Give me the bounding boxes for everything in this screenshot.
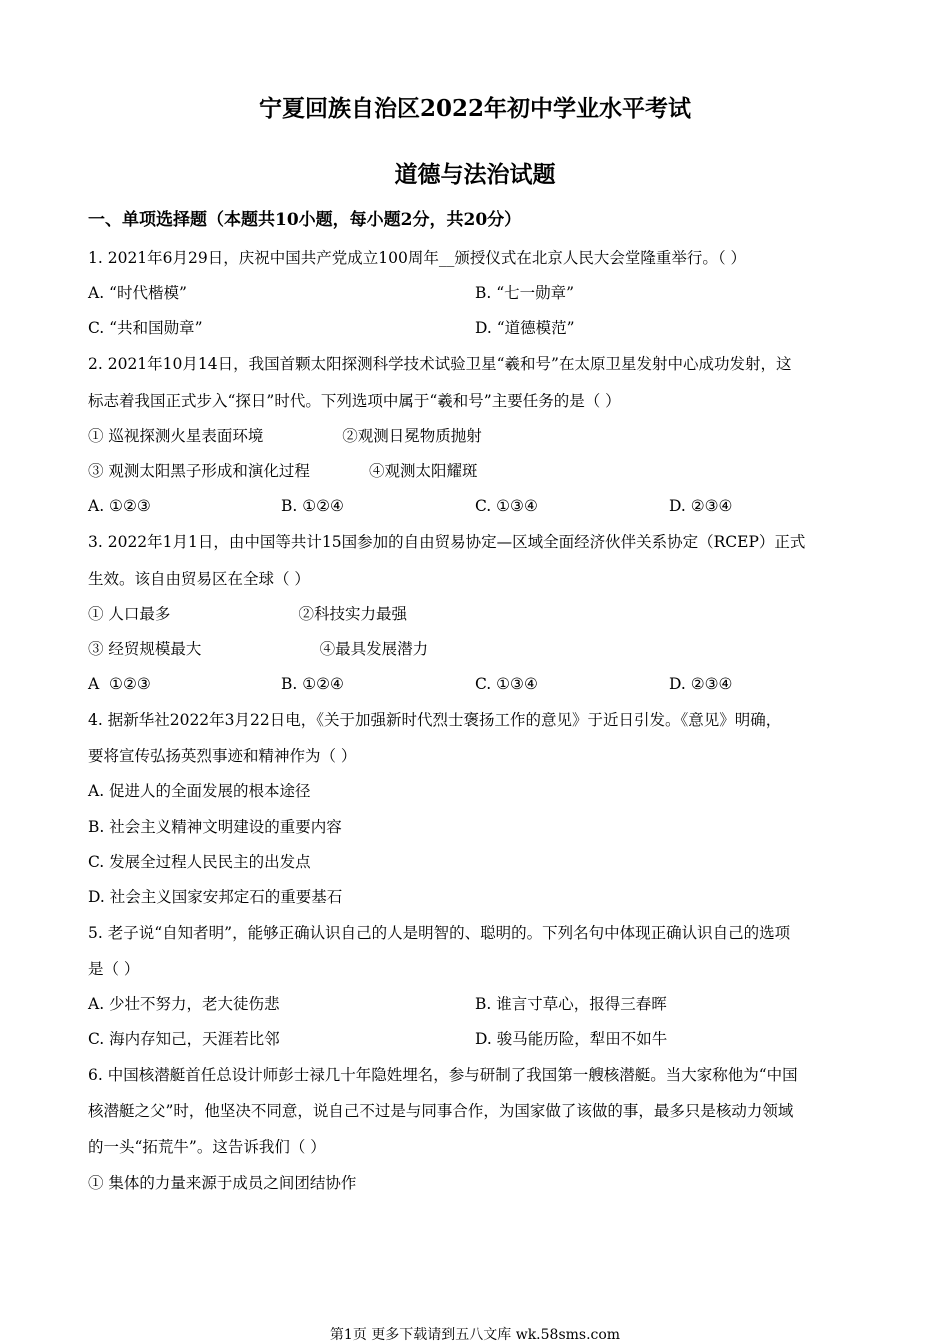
q6-stem-line2: 核潜艇之父”时，他坚决不同意，说自己不过是与同事合作，为国家做了该做的事，最多只是核动力领域	[88, 1102, 794, 1120]
q1-option-d: D. “道德模范”	[475, 319, 575, 337]
q5-stem-line1: 5. 老子说“自知者明”，能够正确认识自己的人是明智的、聪明的。下列名句中体现正确认识自己的选项	[88, 924, 791, 942]
q4-option-d: D. 社会主义国家安邦定石的重要基石	[88, 888, 343, 906]
q1-option-b: B. “七一勋章”	[475, 284, 575, 302]
q2-option-b: B. ①②④	[281, 497, 344, 515]
q5-option-a: A. 少壮不努力，老大徒伤悲	[88, 995, 280, 1013]
q3-option-b: B. ①②④	[281, 675, 344, 693]
q1-option-a: A. “时代楷模”	[88, 284, 187, 302]
q3-statements-1-2: ① 人口最多 ②科技实力最强	[88, 605, 408, 623]
q1-stem: 1. 2021年6月29日，庆祝中国共产党成立100周年__颁授仪式在北京人民大会堂隆重举行。（ ）	[88, 249, 747, 267]
q2-option-c: C. ①③④	[475, 497, 538, 515]
q2-stem-line2: 标志着我国正式步入“探日”时代。下列选项中属于“羲和号”主要任务的是（ ）	[88, 392, 621, 410]
page-footer: 第1页 更多下载请到五八文库 wk.58sms.com	[329, 1327, 621, 1343]
q2-option-a: A. ①②③	[88, 497, 151, 515]
exam-title: 宁夏回族自治区2022年初中学业水平考试	[258, 95, 691, 122]
q2-statements-1-2: ① 巡视探测火星表面环境 ②观测日冕物质抛射	[88, 427, 482, 445]
exam-subtitle: 道德与法治试题	[394, 161, 556, 188]
q3-option-d: D. ②③④	[669, 675, 733, 693]
q2-stem-line1: 2. 2021年10月14日，我国首颗太阳探测科学技术试验卫星“羲和号”在太原卫星发射中心成功发射，这	[88, 355, 792, 373]
q3-stem-line2: 生效。该自由贸易区在全球（ ）	[88, 570, 310, 588]
q5-option-b: B. 谁言寸草心，报得三春晖	[475, 995, 667, 1013]
section-heading: 一、单项选择题（本题共10小题，每小题2分，共20分）	[88, 210, 522, 230]
q4-option-a: A. 促进人的全面发展的根本途径	[88, 782, 311, 800]
q5-option-d: D. 骏马能历险，犁田不如牛	[475, 1030, 668, 1048]
q2-option-d: D. ②③④	[669, 497, 733, 515]
q5-option-c: C. 海内存知己，天涯若比邻	[88, 1030, 280, 1048]
q3-statements-3-4: ③ 经贸规模最大 ④最具发展潜力	[88, 640, 429, 658]
q4-stem-line2: 要将宣传弘扬英烈事迹和精神作为（ ）	[88, 747, 357, 765]
q3-stem-line1: 3. 2022年1月1日，由中国等共计15国参加的自由贸易协定—区域全面经济伙伴关系协定（RCEP）正式	[88, 533, 806, 551]
q3-option-c: C. ①③④	[475, 675, 538, 693]
q4-option-b: B. 社会主义精神文明建设的重要内容	[88, 818, 342, 836]
q1-option-c: C. “共和国勋章”	[88, 319, 203, 337]
q6-stem-line3: 的一头“拓荒牛”。这告诉我们（ ）	[88, 1138, 326, 1156]
q6-statement-1: ① 集体的力量来源于成员之间团结协作	[88, 1174, 357, 1192]
q2-statements-3-4: ③ 观测太阳黑子形成和演化过程 ④观测太阳耀斑	[88, 462, 478, 480]
q4-option-c: C. 发展全过程人民民主的出发点	[88, 853, 311, 871]
q3-option-a: A ①②③	[88, 675, 151, 693]
q6-stem-line1: 6. 中国核潜艇首任总设计师彭士禄几十年隐姓埋名，参与研制了我国第一艘核潜艇。当大家称他为“中国	[88, 1066, 798, 1084]
q4-stem-line1: 4. 据新华社2022年3月22日电，《关于加强新时代烈士褒扬工作的意见》于近日引发。《意见》明确，	[88, 711, 782, 729]
q5-stem-line2: 是（ ）	[88, 960, 140, 978]
